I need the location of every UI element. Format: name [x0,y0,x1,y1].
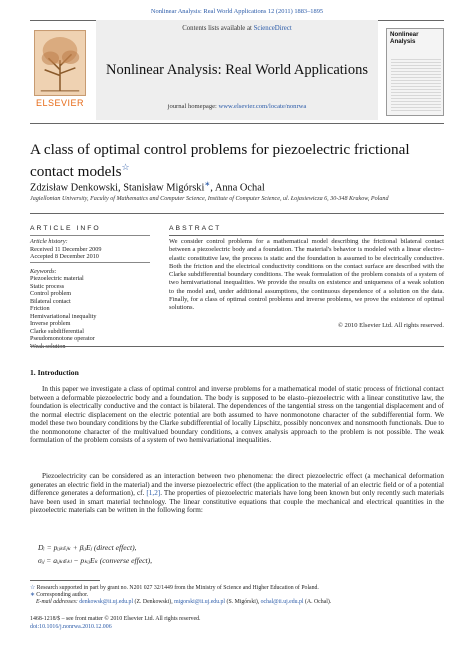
email-owner: (Z. Denkowski), [133,599,175,606]
elsevier-logo[interactable] [30,28,90,118]
article-info-top-rule [30,235,150,236]
contents-line [96,25,378,32]
journal-cover-thumbnail [386,28,444,116]
keyword: Hemivariational inequality [30,312,97,320]
header-separator-rule [30,213,444,214]
running-head[interactable]: Nonlinear Analysis: Real World Applications 12 (2011) 1883–1895 [150,8,324,15]
email-owner: (A. Ochal). [303,599,332,606]
abstract-top-rule [169,235,444,236]
elsevier-tree-icon [34,30,86,96]
keyword: Bilateral contact [30,297,71,305]
intro-paragraph-1: In this paper we investigate a class of optimal control and inverse problems for a mathematical model of static process of frictional contact between a deformable piezoelectric body and a foundation. The body is supposed to be elasto–piezoelectric with a linear constitutive law, the foundation is electrically conductive and the contact is bilateral. The dependences of the tangential stress on the tangential displacement and of the normal electric displacement on the electric potential are both assumed to have nonmonotone character of the subdifferential form. We model these two boundary conditions by the Clarke subdifferential of locally Lipschitz, possibly nonconvex and nonsmooth functionals. Due to the nonmonotone character of the multivalued boundary conditions, a convex analysis approach to the problem is not possible. The weak formulation of the problem consists of a system of two hemivariational inequalities. [30,385,444,445]
equation-converse-effect: σᵢⱼ = aᵢⱼₖₗεₖₗ − pₖᵢⱼEₖ (converse effect), [38,556,153,565]
abstract-bottom-rule [30,346,444,347]
received-date: Received 11 December 2009 [30,245,102,253]
corresponding-author-mark[interactable]: ∗ [204,180,211,188]
citation-link[interactable]: [1,2] [146,489,161,498]
journal-masthead [30,20,444,120]
footnote-rule [30,580,100,581]
contents-prefix: Contents lists available at [182,25,254,32]
cover-title: Nonlinear Analysis [390,31,419,45]
footnote-emails [30,599,444,606]
intro-paragraph-2 [30,472,444,515]
author-affiliation: Jagiellonian University, Faculty of Mathematics and Computer Science, Institute of Computer Science, ul. Łojasiewicza 6, 30-348 Krakow, Poland [30,196,389,202]
footnote-text: Corresponding author. [34,592,89,599]
keyword: Control problem [30,290,72,297]
cover-text-lines [391,59,441,111]
keyword: Friction [30,305,50,312]
front-matter-line: 1468-1218/$ – see front matter © 2010 Elsevier Ltd. All rights reserved. [30,616,201,622]
article-title-text: A class of optimal control problems for piezoelectric frictional contact models [30,141,410,180]
abstract-copyright: © 2010 Elsevier Ltd. All rights reserved. [337,322,444,329]
doi-link[interactable]: doi:10.1016/j.nonrwa.2010.12.006 [30,623,112,630]
history-separator-rule [30,262,150,263]
keyword: Pseudomonotone operator [30,335,95,342]
author-name: Stanisław Migórski [123,182,205,194]
keyword: Piezoelectric material [30,275,84,282]
journal-title: Nonlinear Analysis: Real World Applications [106,62,368,78]
paragraph-text: Piezoelectricity can be considered as an interaction between two phenomena: the direct piezoelectric effect (a mechanical deformation generates an electric field in the material) and the inverse piezoelectric effect (the application to the material of an electric field or of a potential difference generates a deformation), cf. [30,472,444,498]
equation-direct-effect: Dᵢ = pᵢⱼₖεⱼₖ + βᵢⱼEⱼ (direct effect), [38,543,137,552]
abstract-heading: ABSTRACT [169,225,222,232]
homepage-line [96,103,378,110]
article-title [30,141,444,180]
author-name: , Anna Ochal [210,182,265,194]
publisher-wordmark: ELSEVIER [35,98,85,108]
keyword: Static process [30,282,65,290]
email-link[interactable]: denkowsk@ii.uj.edu.pl [79,599,134,606]
footnote-text: Research supported in part by grant no. N201 027 32/1449 from the Ministry of Science and Higher Education of Poland. [35,585,319,591]
masthead-center-panel [96,20,378,120]
accepted-date: Accepted 8 December 2010 [30,253,99,260]
footnote-funding [30,585,444,592]
abstract-text: We consider control problems for a mathematical model describing the frictional bilateral contact between a piezoelectric body and a foundation. The material's behavior is modeled with a linear electro–elastic constitutive law, the process is static and the foundation is assumed to be electrically conductive. Both the friction and the electrical conductivity conditions on the contact surface are described with the Clarke subdifferential boundary conditions. The weak formulation of the problem consists of a system of two hemivariational inequalities. We provide the results on existence and uniqueness of a weak solution to the model and, under additional assumptions, the continuous dependence of a solution on the data. Finally, for a class of optimal control problems and inverse problems, we prove the existence of optimal solutions. [169,238,444,312]
sciencedirect-link[interactable]: ScienceDirect [253,25,292,32]
footnote-mark: ∗ [30,592,35,599]
footnote-mark: ☆ [30,585,36,591]
email-label: E-mail addresses: [36,599,80,606]
email-link[interactable]: migorski@ii.uj.edu.pl [174,599,226,606]
author-list [30,180,265,193]
author-name: Zdzisław Denkowski, [30,182,124,194]
keyword: Clarke subdifferential [30,327,85,335]
history-label: Article history: [30,238,68,245]
masthead-bottom-rule [30,123,444,124]
introduction-heading: 1. Introduction [30,368,79,377]
journal-homepage-link[interactable]: www.elsevier.com/locate/nonrwa [218,103,307,110]
article-info-heading: ARTICLE INFO [30,225,101,232]
footnotes [30,585,444,607]
article-info-block [30,238,150,350]
keywords-label: Keywords: [30,267,57,275]
homepage-prefix: journal homepage: [167,103,219,110]
email-owner: (S. Migórski), [225,599,261,606]
title-footnote-mark[interactable]: ☆ [121,161,130,172]
keyword: Inverse problem [30,320,71,327]
email-link[interactable]: ochal@ii.uj.edu.pl [260,599,304,606]
issn-block [30,616,201,631]
keyword: Weak solution [30,342,66,350]
paragraph-text: . The properties of piezoelectric materials have long been known but only recently such materials have been used in smart material technology. The linear constitutive equations that couple the mechanical and electrical quantities in the piezoelectric materials can be written in the following form: [30,489,444,515]
